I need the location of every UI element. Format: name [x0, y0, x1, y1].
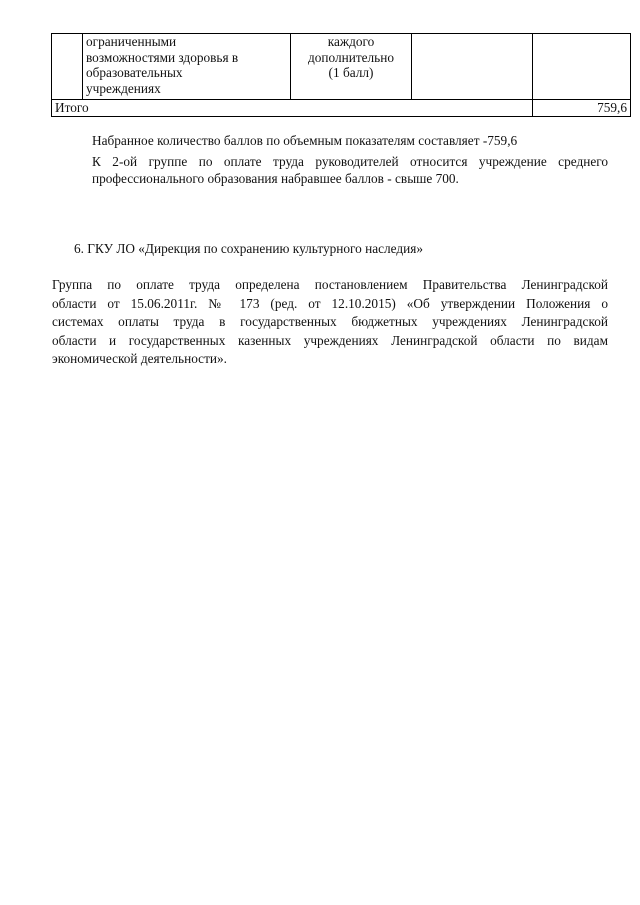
criterion-line: ограниченными [86, 34, 177, 49]
points-rule-line: дополнительно [307, 49, 395, 65]
section-heading: 6. ГКУ ЛО «Дирекция по сохранению культурного наследия» [74, 241, 424, 256]
paragraph-line: Группа по оплате труда определена постановлением Правительства Ленинградской [52, 277, 608, 292]
table-row [52, 34, 631, 100]
points-table [51, 33, 631, 117]
table-cell-points-rule [291, 34, 412, 100]
paragraph-score: Набранное количество баллов по объемным показателям составляет -759,6 [92, 133, 518, 148]
paragraph-group [52, 153, 608, 187]
criterion-line: образовательных [86, 65, 183, 80]
table-cell-empty [533, 34, 631, 100]
total-value: 759,6 [533, 100, 631, 117]
criterion-line: учреждениях [86, 80, 161, 96]
paragraph-line: области от 15.06.2011г. № 173 (ред. от 12.10.2015) «Об утверждении Положения о [52, 295, 608, 311]
table-cell-criterion [83, 34, 291, 100]
table-cell-empty [412, 34, 533, 100]
paragraph-line: области и государственных казенных учреждениях Ленинградской области по видам [52, 332, 608, 348]
paragraph-line: экономической деятельности». [52, 351, 227, 366]
paragraph-regulation [52, 276, 608, 369]
total-label: Итого [52, 100, 533, 117]
paragraph-line: системах оплаты труда в государственных бюджетных учреждениях Ленинградской [52, 314, 608, 329]
points-rule-line: (1 балл) [328, 65, 374, 80]
points-rule-line: каждого [327, 34, 375, 49]
table-cell-number [52, 34, 83, 100]
paragraph-line: К 2-ой группе по оплате труда руководителей относится учреждение среднего [92, 154, 608, 169]
criterion-line: возможностями здоровья в [86, 49, 239, 65]
table-total-row [52, 100, 631, 117]
paragraph-line: профессионального образования набравшее баллов - свыше 700. [92, 171, 459, 186]
